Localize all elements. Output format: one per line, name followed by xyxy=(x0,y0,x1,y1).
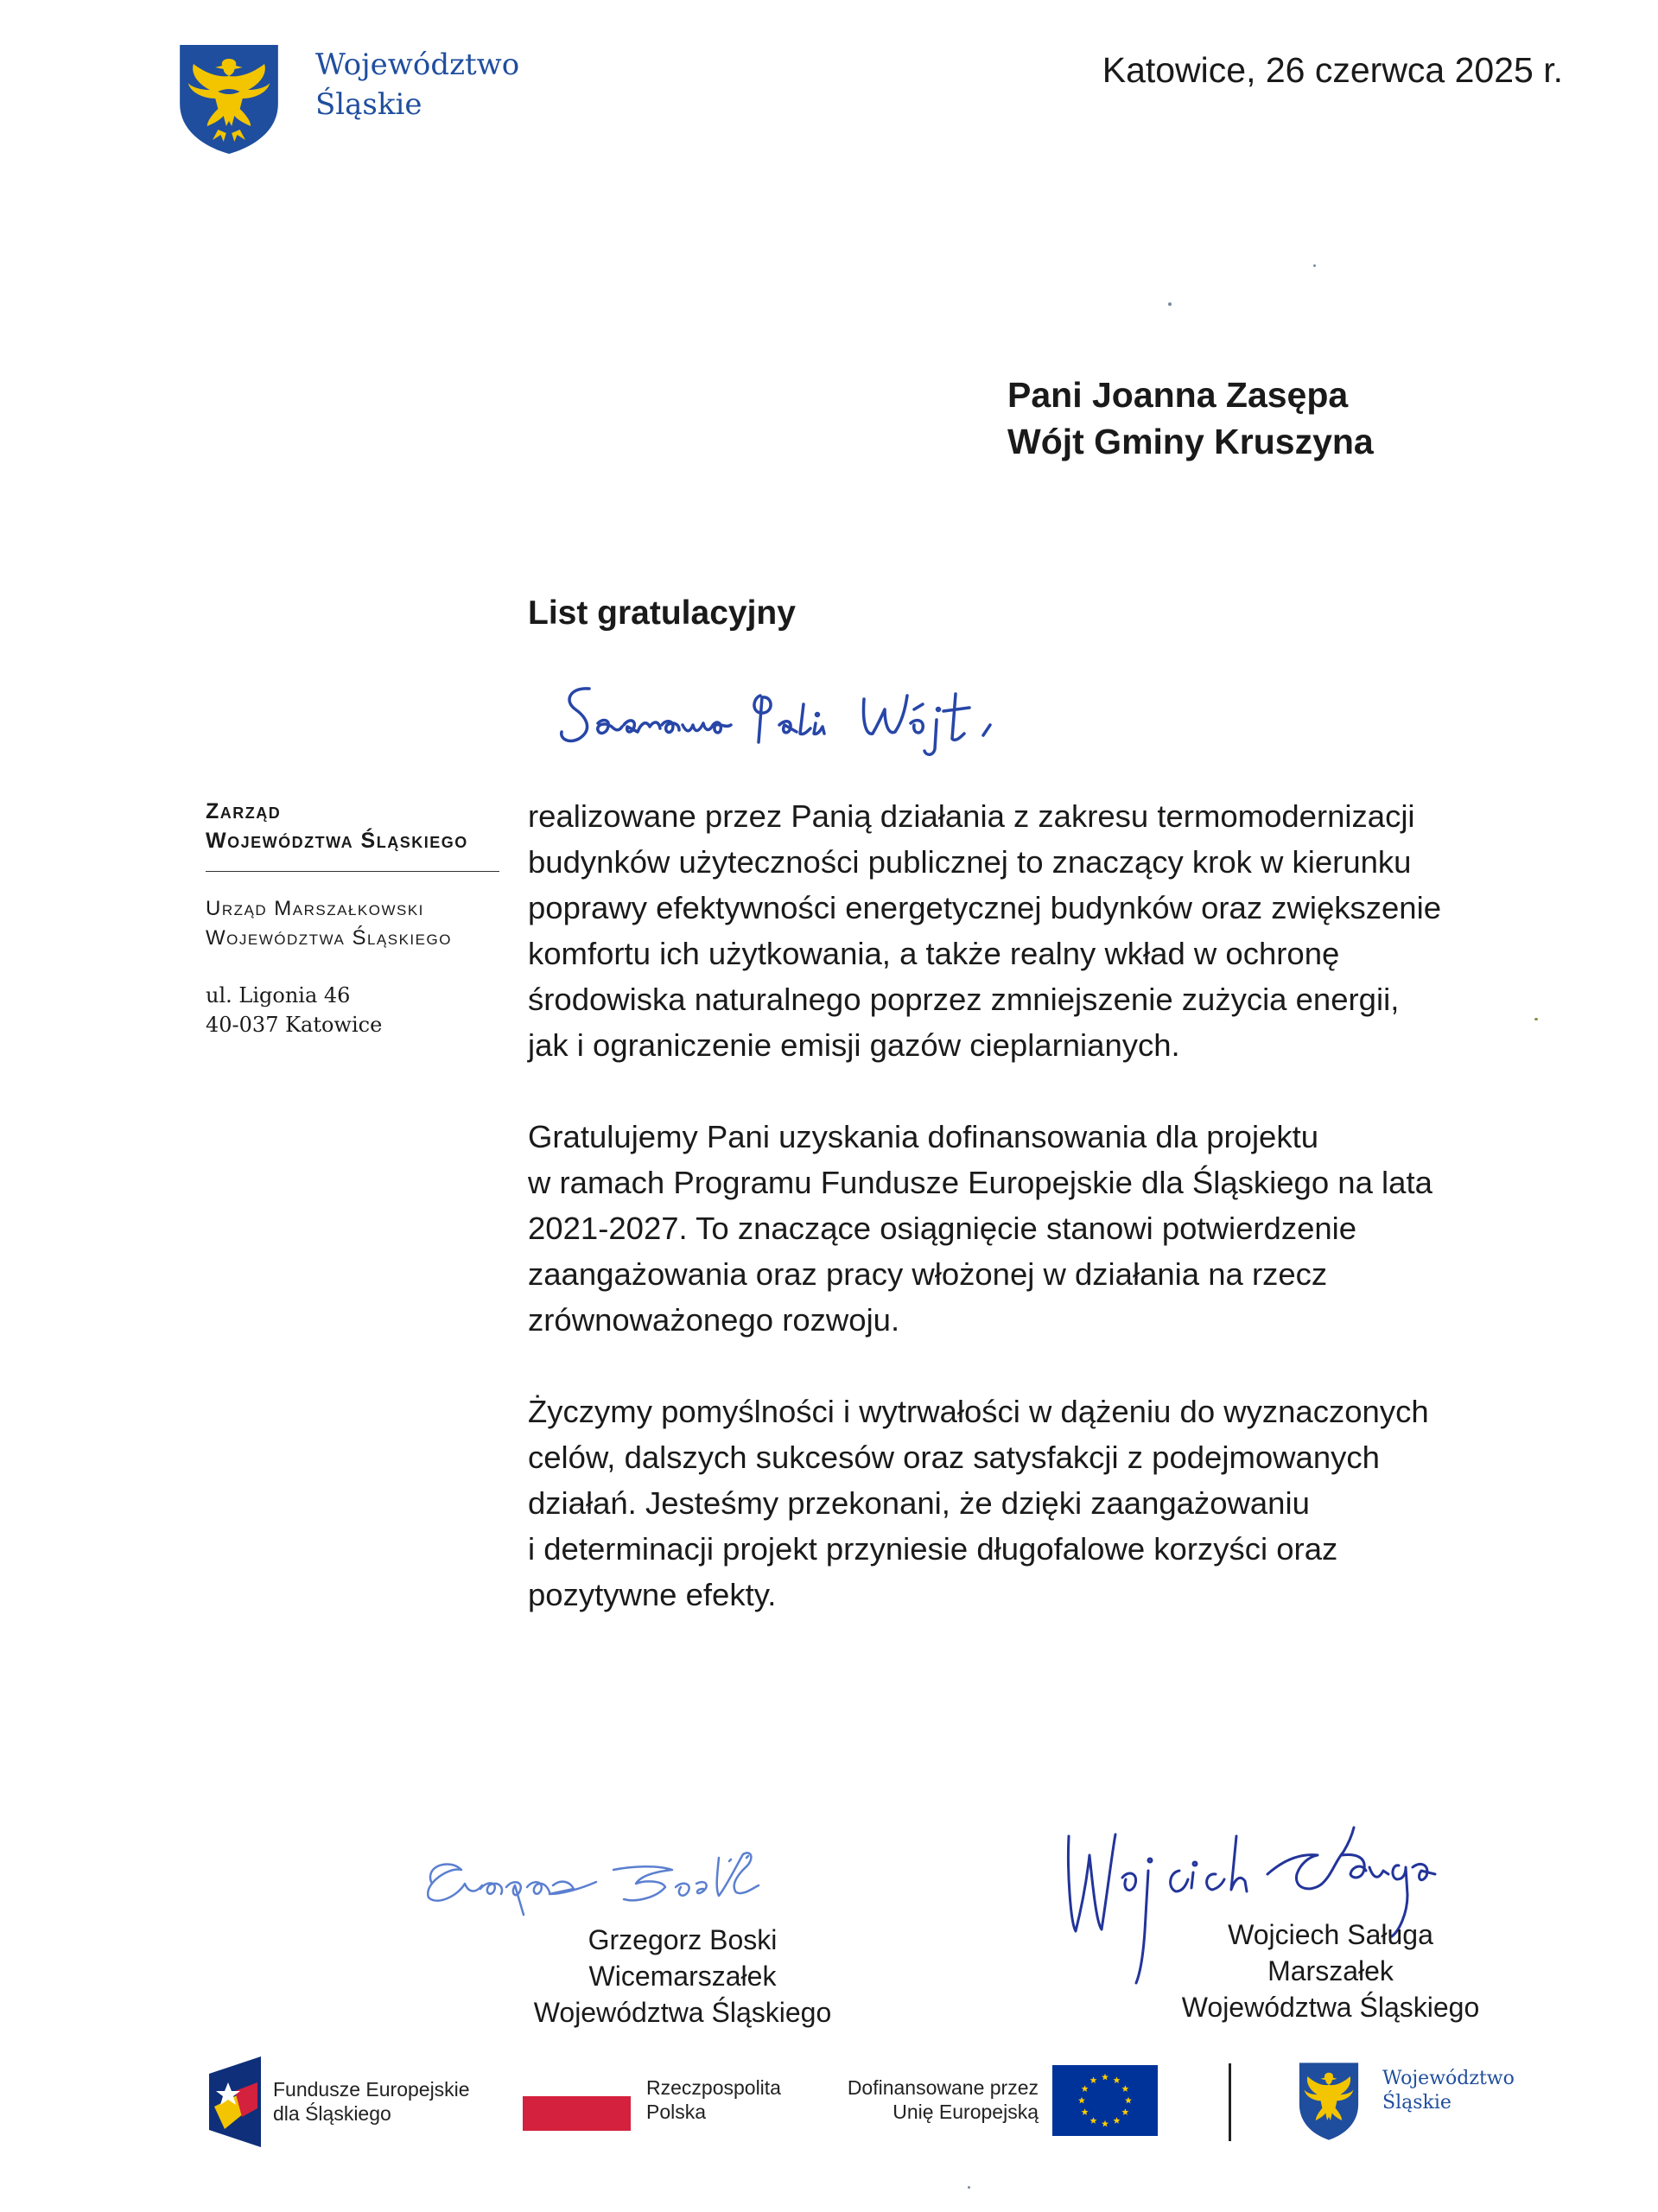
signer-left-org: Województwa Śląskiego xyxy=(533,1997,832,2028)
body-line: działań. Jesteśmy przekonani, że dzięki zaangażowaniu xyxy=(528,1485,1310,1521)
silesian-eagle-crest-icon xyxy=(177,43,281,156)
body-line: zaangażowania oraz pracy włożonej w działania na rzecz xyxy=(528,1256,1328,1292)
body-line: Gratulujemy Pani uzyskania dofinansowania dla projektu xyxy=(528,1119,1319,1154)
office-name xyxy=(206,894,499,953)
fe-line-1: Fundusze Europejskie xyxy=(273,2078,470,2101)
letter-subject: List gratulacyjny xyxy=(528,594,796,632)
scan-speck xyxy=(968,2186,970,2189)
body-line: poprawy efektywności energetycznej budynków oraz zwiększenie xyxy=(528,890,1442,925)
footer-brand xyxy=(1382,2067,1515,2115)
scan-speck xyxy=(1313,264,1316,267)
body-line: budynków użyteczności publicznej to znaczący krok w kierunku xyxy=(528,844,1412,880)
eu-line-1: Dofinansowane przez xyxy=(847,2076,1039,2099)
scan-speck xyxy=(1534,1018,1538,1020)
signer-right xyxy=(1149,1916,1512,2025)
fe-label xyxy=(273,2077,470,2126)
body-paragraph-1 xyxy=(528,793,1547,1068)
footer-divider xyxy=(1229,2063,1231,2141)
signer-right-name: Wojciech Saługa xyxy=(1228,1919,1433,1950)
office-line-1: Urząd Marszałkowski xyxy=(206,897,424,920)
body-line: i determinacji projekt przyniesie długofalowe korzyści oraz xyxy=(528,1531,1338,1567)
signer-left-title: Wicemarszałek xyxy=(588,1961,777,1992)
signature-grzegorz-boski xyxy=(397,1832,933,1927)
body-paragraph-3 xyxy=(528,1389,1547,1618)
silesian-eagle-crest-icon xyxy=(1298,2062,1360,2141)
letter-date: Katowice, 26 czerwca 2025 r. xyxy=(1102,50,1563,90)
scan-speck xyxy=(1168,302,1172,306)
body-line: realizowane przez Panią działania z zakresu termomodernizacji xyxy=(528,798,1415,834)
address-city: 40-037 Katowice xyxy=(206,1013,383,1037)
body-line: pozytywne efekty. xyxy=(528,1577,777,1612)
brand-line-2: Śląskie xyxy=(315,87,422,122)
board-line-2: Województwa Śląskiego xyxy=(206,829,468,853)
signer-left xyxy=(501,1922,864,2031)
sidebar-divider xyxy=(206,871,499,872)
signer-right-org: Województwa Śląskiego xyxy=(1181,1992,1480,2023)
eu-label xyxy=(831,2075,1039,2124)
polish-flag-icon xyxy=(523,2096,631,2131)
sender-sidebar xyxy=(206,797,499,1039)
footer-brand-line-1: Województwo xyxy=(1382,2068,1515,2089)
brand-name xyxy=(315,45,519,124)
address-street: ul. Ligonia 46 xyxy=(206,983,351,1007)
recipient-block xyxy=(1007,372,1374,465)
body-line: jak i ograniczenie emisji gazów cieplarnianych. xyxy=(528,1027,1180,1063)
fe-logo-icon xyxy=(209,2056,261,2147)
signer-right-title: Marszałek xyxy=(1267,1955,1394,1986)
body-line: celów, dalszych sukcesów oraz satysfakcji z podejmowanych xyxy=(528,1440,1380,1475)
pl-label xyxy=(646,2075,781,2124)
handwritten-salutation xyxy=(553,670,1106,773)
recipient-title: Wójt Gminy Kruszyna xyxy=(1007,422,1374,461)
body-line: w ramach Programu Fundusze Europejskie dla Śląskiego na lata xyxy=(528,1165,1432,1200)
body-paragraph-2 xyxy=(528,1114,1547,1343)
board-line-1: Zarząd xyxy=(206,799,282,823)
pl-line-1: Rzeczpospolita xyxy=(646,2076,781,2099)
eu-flag-icon xyxy=(1052,2065,1158,2136)
letter-body xyxy=(528,793,1547,1663)
header-logo xyxy=(177,43,549,164)
footer-brand-line-2: Śląskie xyxy=(1382,2092,1452,2113)
body-line: 2021-2027. To znaczące osiągnięcie stanowi potwierdzenie xyxy=(528,1211,1357,1246)
body-line: komfortu ich użytkowania, a także realny wkład w ochronę xyxy=(528,936,1340,971)
body-line: środowiska naturalnego poprzez zmniejszenie zużycia energii, xyxy=(528,982,1400,1017)
signer-left-name: Grzegorz Boski xyxy=(588,1924,778,1955)
body-line: Życzymy pomyślności i wytrwałości w dążeniu do wyznaczonych xyxy=(528,1394,1429,1429)
pl-line-2: Polska xyxy=(646,2101,707,2123)
brand-line-1: Województwo xyxy=(315,48,520,82)
footer-logos xyxy=(0,2056,1658,2160)
body-line: zrównoważonego rozwoju. xyxy=(528,1302,900,1338)
fe-line-2: dla Śląskiego xyxy=(273,2102,391,2125)
office-line-2: Województwa Śląskiego xyxy=(206,926,452,950)
eu-line-2: Unię Europejską xyxy=(893,2101,1039,2123)
office-address xyxy=(206,981,499,1039)
recipient-name: Pani Joanna Zasępa xyxy=(1007,375,1349,415)
board-name xyxy=(206,797,499,855)
